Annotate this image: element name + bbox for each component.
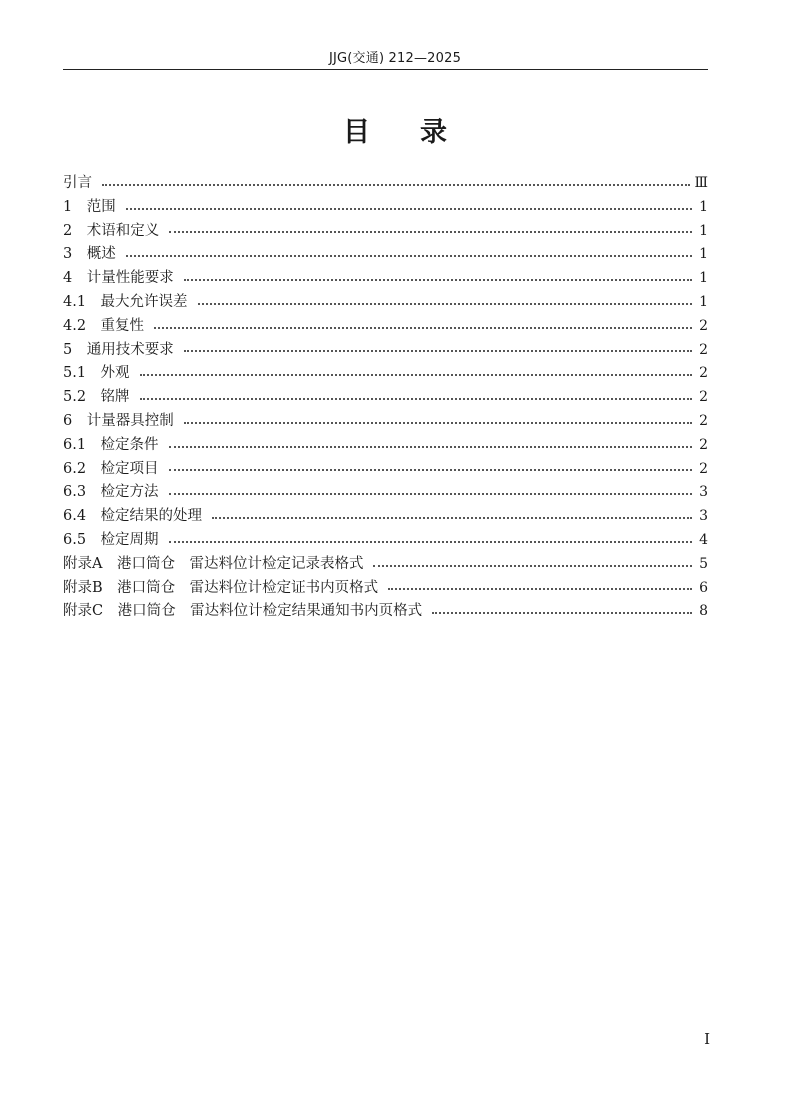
toc-entry-page: 1	[699, 198, 708, 215]
toc-leader-dots	[212, 517, 692, 519]
toc-leader-dots	[388, 588, 692, 590]
toc-entry-label: 6.3 检定方法	[63, 484, 159, 501]
toc-entry-page: 1	[699, 293, 708, 310]
toc-leader-dots	[169, 469, 692, 471]
toc-entry-page: 2	[699, 317, 708, 334]
toc-entry[interactable]	[63, 577, 708, 601]
running-header: JJG(交通) 212—2025	[328, 51, 462, 66]
toc-leader-dots	[140, 398, 692, 400]
toc-entry[interactable]	[63, 386, 708, 410]
toc-entry-label: 6.1 检定条件	[63, 436, 159, 453]
toc-entry-page: 3	[699, 484, 708, 501]
toc-entry-label: 5 通用技术要求	[63, 341, 174, 358]
toc-entry[interactable]	[63, 172, 708, 196]
toc-leader-dots	[169, 231, 692, 233]
toc-leader-dots	[169, 493, 692, 495]
toc-leader-dots	[126, 208, 692, 210]
toc-entry[interactable]	[63, 196, 708, 220]
toc-entry-label: 附录C 港口筒仓 雷达料位计检定结果通知书内页格式	[63, 603, 423, 620]
toc-entry[interactable]	[63, 267, 708, 291]
toc-entry-label: 3 概述	[63, 246, 116, 263]
toc-entry-page: 1	[699, 222, 708, 239]
toc-entry-page: 8	[699, 603, 708, 620]
toc-entry-label: 4.2 重复性	[63, 317, 145, 334]
toc-entry-page: 2	[699, 365, 708, 382]
toc-leader-dots	[169, 446, 692, 448]
toc-entry[interactable]	[63, 458, 708, 482]
page-title: 目录	[343, 117, 497, 148]
toc-leader-dots	[184, 279, 692, 281]
toc-entry[interactable]	[63, 529, 708, 553]
toc-entry-label: 2 术语和定义	[63, 222, 160, 239]
toc-leader-dots	[140, 374, 692, 376]
toc-entry[interactable]	[63, 243, 708, 267]
toc-entry-label: 6.2 检定项目	[63, 460, 159, 477]
toc-entry[interactable]	[63, 481, 708, 505]
toc-entry[interactable]	[63, 291, 708, 315]
toc-entry[interactable]	[63, 434, 708, 458]
toc-entry-page: 2	[699, 412, 708, 429]
toc-entry-page: 6	[699, 579, 708, 596]
toc-entry-label: 5.2 铭牌	[63, 389, 130, 406]
toc-entry-page: Ⅲ	[694, 175, 708, 191]
toc-entry-label: 引言	[63, 175, 92, 191]
toc-entry-label: 6 计量器具控制	[63, 412, 174, 429]
toc-leader-dots	[373, 565, 692, 567]
toc-entry-label: 6.4 检定结果的处理	[63, 508, 203, 525]
toc-leader-dots	[184, 422, 692, 424]
toc-entry-page: 4	[699, 531, 708, 548]
toc-entry-label: 5.1 外观	[63, 365, 130, 382]
toc-entry-label: 附录A 港口筒仓 雷达料位计检定记录表格式	[63, 555, 364, 572]
toc-entry-label: 4.1 最大允许误差	[63, 293, 188, 310]
toc-entry[interactable]	[63, 410, 708, 434]
toc-entry[interactable]	[63, 315, 708, 339]
toc-entry-page: 5	[699, 555, 708, 572]
toc-entry[interactable]	[63, 220, 708, 244]
toc-entry-label: 1 范围	[63, 198, 116, 215]
table-of-contents	[63, 172, 708, 624]
toc-entry[interactable]	[63, 505, 708, 529]
toc-entry-page: 2	[699, 436, 708, 453]
toc-entry-page: 2	[699, 341, 708, 358]
toc-leader-dots	[184, 350, 692, 352]
toc-leader-dots	[154, 327, 692, 329]
toc-entry-page: 2	[699, 389, 708, 406]
page-number: Ⅰ	[704, 1030, 710, 1048]
toc-entry-label: 附录B 港口筒仓 雷达料位计检定证书内页格式	[63, 579, 379, 596]
toc-leader-dots	[432, 612, 692, 614]
toc-entry[interactable]	[63, 362, 708, 386]
toc-entry-page: 2	[699, 460, 708, 477]
toc-entry-page: 3	[699, 508, 708, 525]
toc-entry[interactable]	[63, 553, 708, 577]
toc-entry-page: 1	[699, 246, 708, 263]
toc-leader-dots	[198, 303, 692, 305]
toc-entry[interactable]	[63, 339, 708, 363]
toc-entry-label: 6.5 检定周期	[63, 531, 159, 548]
toc-leader-dots	[126, 255, 692, 257]
header-rule	[63, 69, 708, 70]
toc-leader-dots	[102, 184, 690, 186]
toc-entry-page: 1	[699, 270, 708, 287]
toc-entry[interactable]	[63, 600, 708, 624]
toc-leader-dots	[169, 541, 692, 543]
toc-entry-label: 4 计量性能要求	[63, 270, 174, 287]
